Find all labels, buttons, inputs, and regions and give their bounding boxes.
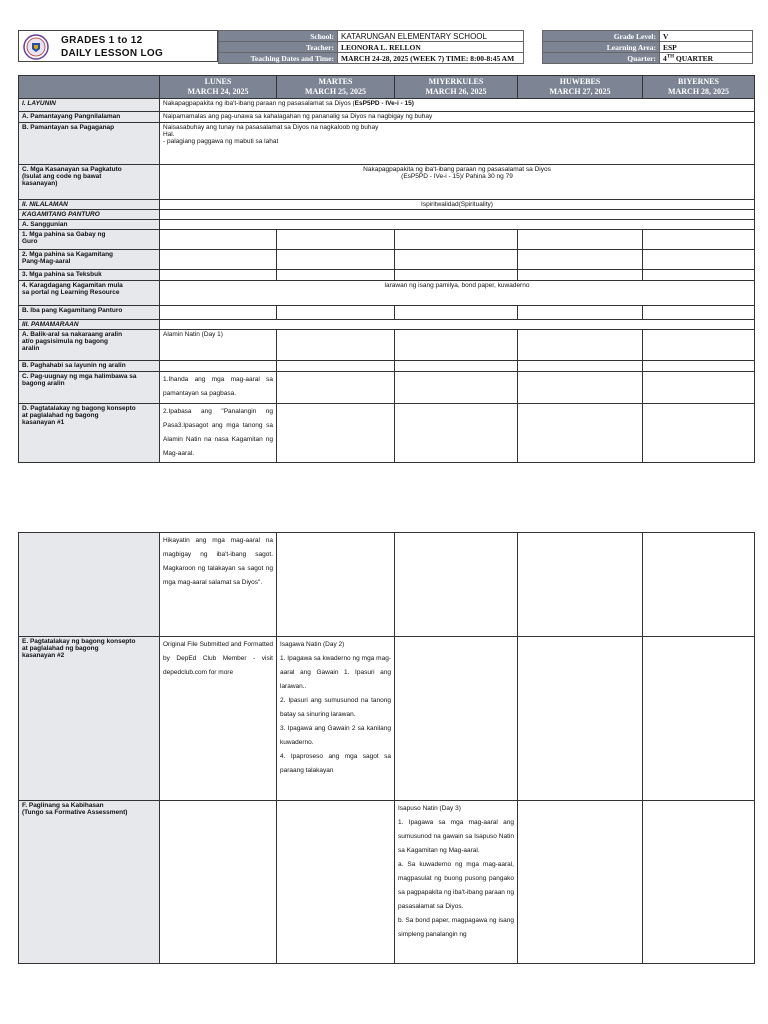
header-blank-cell	[19, 76, 160, 99]
pagaganap-label: B. Pamantayan sa Pagaganap	[19, 123, 160, 165]
cell	[277, 306, 395, 320]
row-pagaganap	[19, 123, 755, 165]
cell	[277, 270, 395, 281]
balik-text: Alamin Natin (Day 1)	[160, 330, 277, 361]
day-header-lunes: LUNES MARCH 24, 2025	[160, 76, 277, 99]
page-header	[18, 30, 753, 64]
cell	[395, 637, 518, 801]
cell	[643, 230, 755, 250]
row-pagtatalakay-1	[19, 404, 755, 463]
cell	[160, 270, 277, 281]
cell	[277, 801, 395, 964]
row-kasanayan	[19, 165, 755, 200]
cell	[395, 230, 518, 250]
cell	[277, 372, 395, 404]
cell	[395, 372, 518, 404]
row-sanggunian	[19, 220, 755, 230]
gabay-label: 1. Mga pahina sa Gabay ng Guro	[19, 230, 160, 250]
cell	[160, 306, 277, 320]
header-info-right	[542, 30, 753, 64]
kagamitan-empty	[160, 210, 755, 220]
row-pagtatalakay-2	[19, 637, 755, 801]
cell	[395, 404, 518, 463]
cell	[643, 533, 755, 637]
cell	[160, 801, 277, 964]
pamantayang-label: A. Pamantayang Pangnilalaman	[19, 112, 160, 123]
row-pamantayang	[19, 112, 755, 123]
dates-value: MARCH 24-28, 2025 (WEEK 7) TIME: 8:00-8:45 AM	[338, 53, 524, 64]
cell	[518, 270, 643, 281]
paglinang-wednesday: Isapuso Natin (Day 3) 1. Ipagawa sa mga mag-aaral ang sumusunod na gawain sa Isapuso Natin sa Kagamitan ng Mag-aaral. a. Sa kuwaderno ng mga mag-aaral, magpasulat ng buong pusong pangako sa pagpapakita ng iba't-ibang paraan ng pasasalamat sa Diyos. b. Sa bond paper, magpagawa ng isang simpleng panalangin ng	[395, 801, 518, 964]
cell	[160, 361, 277, 372]
pagtatalakay1-text: 2.Ipabasa ang "Panalangin ng Pasa3.Ipasagot ang mga tanong sa Alamin Natin na nasa Kagamitan ng Mag-aaral.	[160, 404, 277, 463]
kasanayan-label: C. Mga Kasanayan sa Pagkatuto (Isulat ang code ng bawat kasanayan)	[19, 165, 160, 200]
cell	[518, 250, 643, 270]
pagtatalakay2-monday: Original File Submitted and Formatted by DepEd Club Member - visit depedclub.com for more	[160, 637, 277, 801]
row-karagdagang	[19, 281, 755, 306]
cell	[643, 270, 755, 281]
cell	[643, 801, 755, 964]
cell	[643, 404, 755, 463]
layunin-text: Nakapagpapakita ng iba't-ibang paraan ng pasasalamat sa Diyos (EsP5PD - IVe-i - 15)	[160, 99, 755, 112]
continuation-text: Hikayatin ang mga mag-aaral na magbigay ng iba't-ibang sagot. Magkaroon ng talakayan sa sagot ng mga mag-aaral salamat sa Diyos".	[160, 533, 277, 637]
pagtatalakay2-label: E. Pagtatalakay ng bagong konsepto at paglalahad ng bagong kasanayan #2	[19, 637, 160, 801]
row-paghahabi	[19, 361, 755, 372]
lesson-log-table-page-2	[18, 532, 755, 964]
cell	[643, 372, 755, 404]
paguugnay-text: 1.Ihanda ang mga mag-aaral sa pamantayan sa pagbasa.	[160, 372, 277, 404]
pagtatalakay1-label: D. Pagtatalakay ng bagong konsepto at paglalahad ng bagong kasanayan #1	[19, 404, 160, 463]
cell	[518, 404, 643, 463]
pagtatalakay2-tuesday: Isagawa Natin (Day 2) 1. Ipagawa sa kwaderno ng mga mag-aaral ang Gawain 1. Ipasuri ang larawan.. 2. Ipasuri ang sumusunod na tanong batay sa sinuring larawan. 3. Ipagawa ang Gawain 2 sa kanilang kuwaderno. 4. Ipaproseso ang mga sagot sa paraang talakayan	[277, 637, 395, 801]
title-line-2: DAILY LESSON LOG	[61, 48, 164, 59]
kagamitan-label: KAGAMITANG PANTURO	[19, 210, 160, 220]
cell	[518, 372, 643, 404]
header-title-block	[18, 30, 218, 62]
day-header-miyerkules: MIYERKULES MARCH 26, 2025	[395, 76, 518, 99]
teksbuk-label: 3. Mga pahina sa Teksbuk	[19, 270, 160, 281]
pamantayang-text: Naipamamalas ang pag-unawa sa kahalagahan ng pananalig sa Diyos na nagbigay ng buhay	[160, 112, 755, 123]
row-nilalaman	[19, 200, 755, 210]
continuation-label-empty	[19, 533, 160, 637]
karagdagang-text: larawan ng isang pamilya, bond paper, kuwaderno	[160, 281, 755, 306]
quarter-value: 4TH QUARTER	[660, 53, 753, 64]
paglinang-label: F. Paglinang sa Kabihasan (Tungo sa Formative Assessment)	[19, 801, 160, 964]
pagaganap-text: Naisasabuhay ang tunay na pasasalamat sa Diyos na nagkaloob ng buhay Hal. - palagiang paggawa ng mabuti sa lahat	[160, 123, 755, 165]
lesson-log-table-page-1	[18, 75, 755, 463]
cell	[277, 250, 395, 270]
school-label: School:	[219, 31, 338, 42]
day-header-row	[19, 76, 755, 99]
row-balik	[19, 330, 755, 361]
title-line-1: GRADES 1 to 12	[61, 35, 143, 46]
cell	[277, 230, 395, 250]
cell	[518, 533, 643, 637]
row-kagamitang	[19, 250, 755, 270]
day-header-martes: MARTES MARCH 25, 2025	[277, 76, 395, 99]
teacher-label: Teacher:	[219, 42, 338, 53]
school-value: KATARUNGAN ELEMENTARY SCHOOL	[338, 31, 524, 42]
day-header-biyernes: BIYERNES MARCH 28, 2025	[643, 76, 755, 99]
cell	[395, 270, 518, 281]
cell	[277, 361, 395, 372]
cell	[395, 533, 518, 637]
cell	[643, 306, 755, 320]
nilalaman-text: Ispiritwalidad(Spirituality)	[160, 200, 755, 210]
cell	[160, 250, 277, 270]
cell	[643, 250, 755, 270]
header-info-left	[218, 30, 524, 64]
iba-label: B. Iba pang Kagamitang Panturo	[19, 306, 160, 320]
day-header-huwebes: HUWEBES MARCH 27, 2025	[518, 76, 643, 99]
row-kagamitan	[19, 210, 755, 220]
area-value: ESP	[660, 42, 753, 53]
cell	[277, 330, 395, 361]
cell	[518, 637, 643, 801]
row-continuation	[19, 533, 755, 637]
cell	[395, 361, 518, 372]
cell	[518, 801, 643, 964]
kasanayan-text: Nakapagpapakita ng iba't-ibang paraan ng pasasalamat sa Diyos (EsP5PD - IVe-i - 15)/ Pahina 30 ng 79	[160, 165, 755, 200]
paguugnay-label: C. Pag-uugnay ng mga halimbawa sa bagong aralin	[19, 372, 160, 404]
cell	[643, 361, 755, 372]
sanggunian-label: A. Sanggunian	[19, 220, 160, 230]
pamamaraan-label: III. PAMAMARAAN	[19, 320, 160, 330]
area-label: Learning Area:	[543, 42, 660, 53]
cell	[395, 330, 518, 361]
cell	[160, 230, 277, 250]
deped-seal-icon	[23, 34, 49, 60]
cell	[518, 306, 643, 320]
grade-label: Grade Level:	[543, 31, 660, 42]
row-paguugnay	[19, 372, 755, 404]
cell	[277, 533, 395, 637]
cell	[395, 250, 518, 270]
paghahabi-label: B. Paghahabi sa layunin ng aralin	[19, 361, 160, 372]
layunin-label: I. LAYUNIN	[19, 99, 160, 112]
cell	[518, 330, 643, 361]
cell	[277, 404, 395, 463]
row-layunin	[19, 99, 755, 112]
pamamaraan-empty	[160, 320, 755, 330]
row-gabay	[19, 230, 755, 250]
sanggunian-empty	[160, 220, 755, 230]
kagamitang-label: 2. Mga pahina sa Kagamitang Pang-Mag-aaral	[19, 250, 160, 270]
teacher-value: LEONORA L. RELLON	[338, 42, 524, 53]
grade-value: V	[660, 31, 753, 42]
cell	[643, 330, 755, 361]
row-teksbuk	[19, 270, 755, 281]
cell	[395, 306, 518, 320]
cell	[518, 230, 643, 250]
dates-label: Teaching Dates and Time:	[219, 53, 338, 64]
quarter-label: Quarter:	[543, 53, 660, 64]
nilalaman-label: II. NILALAMAN	[19, 200, 160, 210]
row-pamamaraan	[19, 320, 755, 330]
row-paglinang	[19, 801, 755, 964]
row-iba	[19, 306, 755, 320]
cell	[643, 637, 755, 801]
balik-label: A. Balik-aral sa nakaraang aralin at/o pagsisimula ng bagong aralin	[19, 330, 160, 361]
cell	[518, 361, 643, 372]
karagdagang-label: 4. Karagdagang Kagamitan mula sa portal ng Learning Resource	[19, 281, 160, 306]
